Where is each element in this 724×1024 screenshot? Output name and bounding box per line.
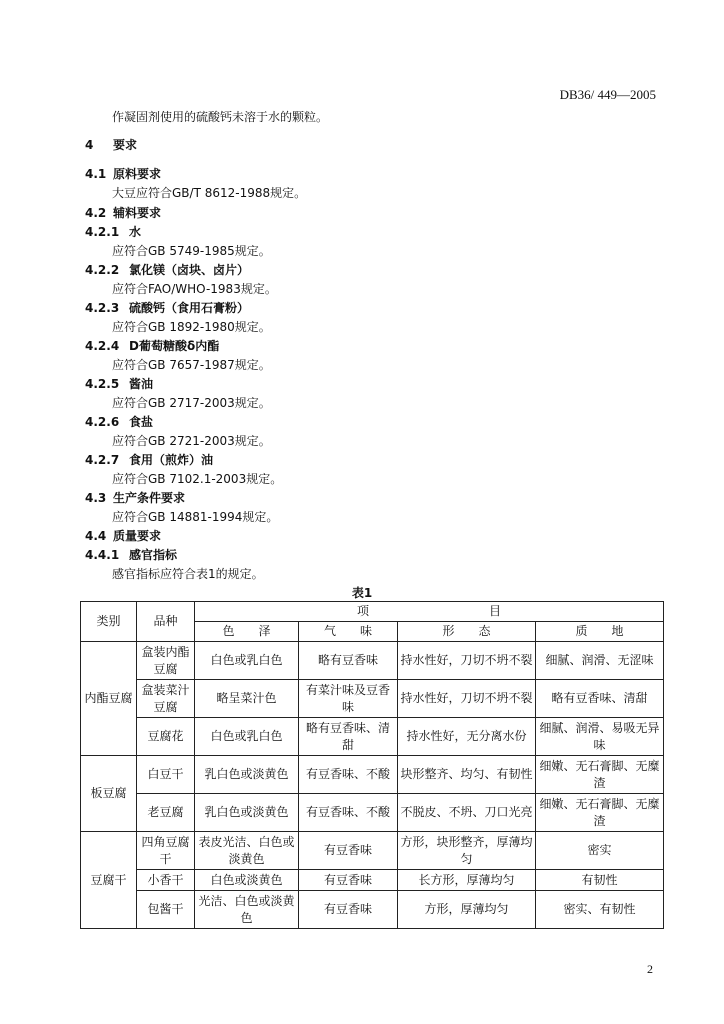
- section-title: 氯化镁（卤块、卤片）: [129, 263, 250, 277]
- section-number: 4.4.1: [85, 548, 120, 562]
- variety-cell: 四角豆腐干: [137, 832, 195, 870]
- section-number: 4.2.6: [85, 415, 120, 429]
- section-4-2-6: [85, 414, 153, 430]
- section-number: 4: [85, 138, 94, 152]
- header-texture: 质 地: [536, 622, 664, 642]
- header-form: 形 态: [398, 622, 536, 642]
- form-cell: 持水性好，刀切不坍不裂: [398, 642, 536, 680]
- table-row: [81, 870, 664, 891]
- color-cell: 乳白色或淡黄色: [195, 794, 299, 832]
- texture-cell: 细嫩、无石膏脚、无糜渣: [536, 756, 664, 794]
- section-title: 酱油: [129, 377, 154, 391]
- smell-cell: 有菜汁味及豆香味: [299, 680, 398, 718]
- color-cell: 表皮光洁、白色或淡黄色: [195, 832, 299, 870]
- color-cell: 白色或淡黄色: [195, 870, 299, 891]
- color-cell: 白色或乳白色: [195, 642, 299, 680]
- section-4-2-4: [85, 338, 219, 354]
- section-4-2-2: [85, 262, 249, 278]
- category-cell: 内酯豆腐: [81, 642, 137, 756]
- table-row: [81, 832, 664, 870]
- section-4-3: [85, 490, 185, 506]
- section-4-4-1: [85, 547, 177, 563]
- section-4-2: [85, 205, 161, 221]
- form-cell: 方形，厚薄均匀: [398, 891, 536, 929]
- smell-cell: 有豆香味: [299, 832, 398, 870]
- table-row: [81, 794, 664, 832]
- header-category: 类别: [81, 602, 137, 642]
- table-row: [81, 756, 664, 794]
- table-row: [81, 891, 664, 929]
- header-color: 色 泽: [195, 622, 299, 642]
- smell-cell: 有豆香味、不酸: [299, 794, 398, 832]
- table-row: [81, 718, 664, 756]
- smell-cell: 有豆香味: [299, 891, 398, 929]
- section-title: 要求: [113, 138, 138, 152]
- form-cell: 方形，块形整齐，厚薄均匀: [398, 832, 536, 870]
- section-title: 硫酸钙（食用石膏粉）: [129, 301, 250, 315]
- form-cell: 长方形，厚薄均匀: [398, 870, 536, 891]
- section-number: 4.2: [85, 206, 107, 220]
- variety-cell: 盒装内酯豆腐: [137, 642, 195, 680]
- section-number: 4.1: [85, 167, 107, 181]
- color-cell: 白色或乳白色: [195, 718, 299, 756]
- table-row: [81, 642, 664, 680]
- variety-cell: 白豆干: [137, 756, 195, 794]
- page-number: 2: [647, 962, 653, 976]
- section-number: 4.2.7: [85, 453, 120, 467]
- section-4-4: [85, 528, 161, 544]
- smell-cell: 有豆香味: [299, 870, 398, 891]
- section-4-2-3: [85, 300, 249, 316]
- smell-cell: 有豆香味、不酸: [299, 756, 398, 794]
- section-4-2-7: [85, 452, 213, 468]
- texture-cell: 有韧性: [536, 870, 664, 891]
- texture-cell: 密实: [536, 832, 664, 870]
- section-4-4-1-text: 感官指标应符合表1的规定。: [112, 567, 264, 581]
- form-cell: 不脱皮、不坍、刀口光亮: [398, 794, 536, 832]
- table-title: 表1: [351, 586, 373, 600]
- texture-cell: 略有豆香味、清甜: [536, 680, 664, 718]
- variety-cell: 盒装菜汁豆腐: [137, 680, 195, 718]
- section-title: 质量要求: [113, 529, 162, 543]
- intro-text: 作凝固剂使用的硫酸钙未溶于水的颗粒。: [112, 110, 329, 124]
- section-4-2-6-text: 应符合GB 2721-2003规定。: [112, 434, 271, 448]
- section-title: 生产条件要求: [113, 491, 186, 505]
- section-4-2-5: [85, 376, 153, 392]
- section-title: 食用（煎炸）油: [129, 453, 214, 467]
- category-cell: 板豆腐: [81, 756, 137, 832]
- section-4-3-text: 应符合GB 14881-1994规定。: [112, 510, 279, 524]
- doc-code: DB36/ 449—2005: [559, 87, 656, 102]
- variety-cell: 小香干: [137, 870, 195, 891]
- variety-cell: 包酱干: [137, 891, 195, 929]
- header-variety: 品种: [137, 602, 195, 642]
- section-4-2-3-text: 应符合GB 1892-1980规定。: [112, 320, 271, 334]
- section-title: 水: [129, 225, 142, 239]
- section-title: 原料要求: [113, 167, 162, 181]
- texture-cell: 细嫩、无石膏脚、无糜渣: [536, 794, 664, 832]
- form-cell: 持水性好，无分离水份: [398, 718, 536, 756]
- section-4-2-1-text: 应符合GB 5749-1985规定。: [112, 244, 271, 258]
- header-smell: 气 味: [299, 622, 398, 642]
- section-4-1-text: 大豆应符合GB/T 8612-1988规定。: [112, 186, 307, 200]
- section-title: 辅料要求: [113, 206, 162, 220]
- texture-cell: 密实、有韧性: [536, 891, 664, 929]
- color-cell: 光洁、白色或淡黄色: [195, 891, 299, 929]
- section-title: D葡萄糖酸δ内酯: [129, 339, 220, 353]
- texture-cell: 细腻、润滑、无涩味: [536, 642, 664, 680]
- texture-cell: 细腻、润滑、易吸无异味: [536, 718, 664, 756]
- variety-cell: 豆腐花: [137, 718, 195, 756]
- smell-cell: 略有豆香味: [299, 642, 398, 680]
- section-4-2-5-text: 应符合GB 2717-2003规定。: [112, 396, 271, 410]
- section-4: [85, 137, 137, 153]
- table-row: [81, 680, 664, 718]
- section-number: 4.2.3: [85, 301, 120, 315]
- section-title: 感官指标: [129, 548, 178, 562]
- category-cell: 豆腐干: [81, 832, 137, 929]
- section-4-2-4-text: 应符合GB 7657-1987规定。: [112, 358, 271, 372]
- color-cell: 略呈菜汁色: [195, 680, 299, 718]
- sensory-table: [80, 601, 664, 929]
- section-number: 4.2.2: [85, 263, 120, 277]
- section-title: 食盐: [129, 415, 154, 429]
- section-number: 4.4: [85, 529, 107, 543]
- section-number: 4.2.5: [85, 377, 120, 391]
- section-4-2-1: [85, 224, 141, 240]
- variety-cell: 老豆腐: [137, 794, 195, 832]
- section-number: 4.2.1: [85, 225, 120, 239]
- form-cell: 持水性好，刀切不坍不裂: [398, 680, 536, 718]
- section-number: 4.3: [85, 491, 107, 505]
- section-4-2-7-text: 应符合GB 7102.1-2003规定。: [112, 472, 283, 486]
- smell-cell: 略有豆香味、清甜: [299, 718, 398, 756]
- section-4-2-2-text: 应符合FAO/WHO-1983规定。: [112, 282, 277, 296]
- form-cell: 块形整齐、均匀、有韧性: [398, 756, 536, 794]
- color-cell: 乳白色或淡黄色: [195, 756, 299, 794]
- section-number: 4.2.4: [85, 339, 120, 353]
- section-4-1: [85, 166, 161, 182]
- header-item: 项 目: [195, 602, 664, 622]
